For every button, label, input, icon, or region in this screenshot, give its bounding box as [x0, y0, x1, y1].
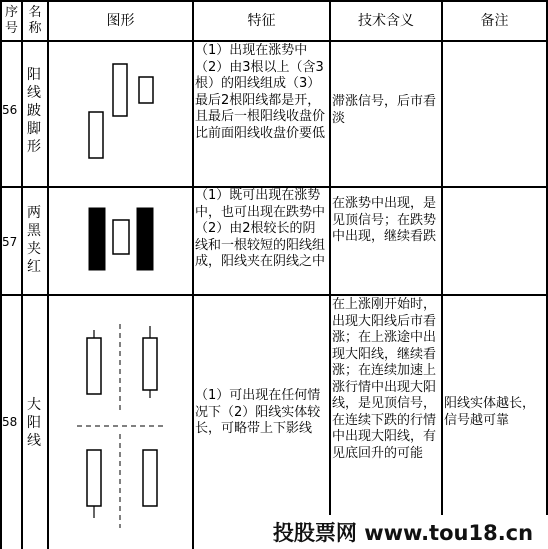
header-meaning: 技术含义 [358, 12, 414, 29]
header-seq: 序号 [4, 5, 18, 36]
row-56-candle-1 [89, 112, 103, 158]
row-58-feature: （1）可出现在任何情况下（2）阳线实体较长，可略带上下影线 [195, 388, 321, 436]
row-58-note: 阳线实体越长，信号越可靠 [444, 396, 536, 428]
row-57-figure [49, 188, 192, 294]
row-56-candle-2 [113, 64, 127, 116]
row-58-candle-2 [143, 338, 157, 390]
row-56-candlestick-figure [49, 42, 192, 186]
row-56-meaning: 滞涨信号，后市看淡 [332, 94, 437, 126]
row-58-candle-4 [143, 450, 157, 506]
row-57-number: 57 [2, 235, 18, 249]
row-56-feature: （1）出现在涨势中（2）由3根以上（含3根）的阳线组成（3）最后2根阳线都是开，且最后一根阳线收盘价比前面阳线收盘价要低 [195, 43, 326, 141]
row-57-feature: （1）既可出现在涨势中，也可出现在跌势中（2）由2根较长的阴线和一根较短的阳线组成，阳线夹在阴线之中 [195, 188, 326, 269]
watermark-banner: 投股票网 www.tou18.cn [258, 515, 548, 549]
row-58-name: 大阳线 [27, 397, 41, 449]
row-58-figure [49, 296, 192, 549]
header-figure: 图形 [106, 12, 135, 29]
col-border-left [0, 0, 2, 549]
row-56-name: 阳线跛脚形 [27, 67, 41, 155]
col-border-figure [192, 0, 194, 549]
row-57-candlestick-figure [49, 188, 192, 294]
col-border-meaning [441, 0, 443, 549]
row-57-candle-black-2 [137, 208, 153, 270]
header-feature: 特征 [247, 12, 276, 29]
row-57-name: 两黑夹红 [27, 205, 41, 275]
row-58-number: 58 [2, 415, 18, 429]
row-57-candle-black-1 [89, 208, 105, 270]
row-56-candle-3 [139, 77, 153, 103]
row-56-number: 56 [2, 103, 18, 117]
row-57-meaning: 在涨势中出现，是见顶信号；在跌势中出现，继续看跌 [332, 196, 437, 244]
row-56-figure [49, 42, 192, 186]
header-note: 备注 [480, 12, 509, 29]
col-border-feature [329, 0, 331, 549]
row-58-candlestick-figure [49, 296, 192, 549]
row-57-candle-red [113, 220, 129, 254]
row-58-candle-3 [87, 450, 101, 506]
row-58-meaning: 在上涨刚开始时，出现大阳线后市看涨；在上涨途中出现大阳线，继续看涨；在连续加速上涨行情中出现大阳线，是见顶信号，在连续下跌的行情中出现大阳线，有见底回升的可能 [332, 297, 437, 461]
row-58-candle-1 [87, 338, 101, 394]
header-name: 名称 [28, 5, 42, 36]
